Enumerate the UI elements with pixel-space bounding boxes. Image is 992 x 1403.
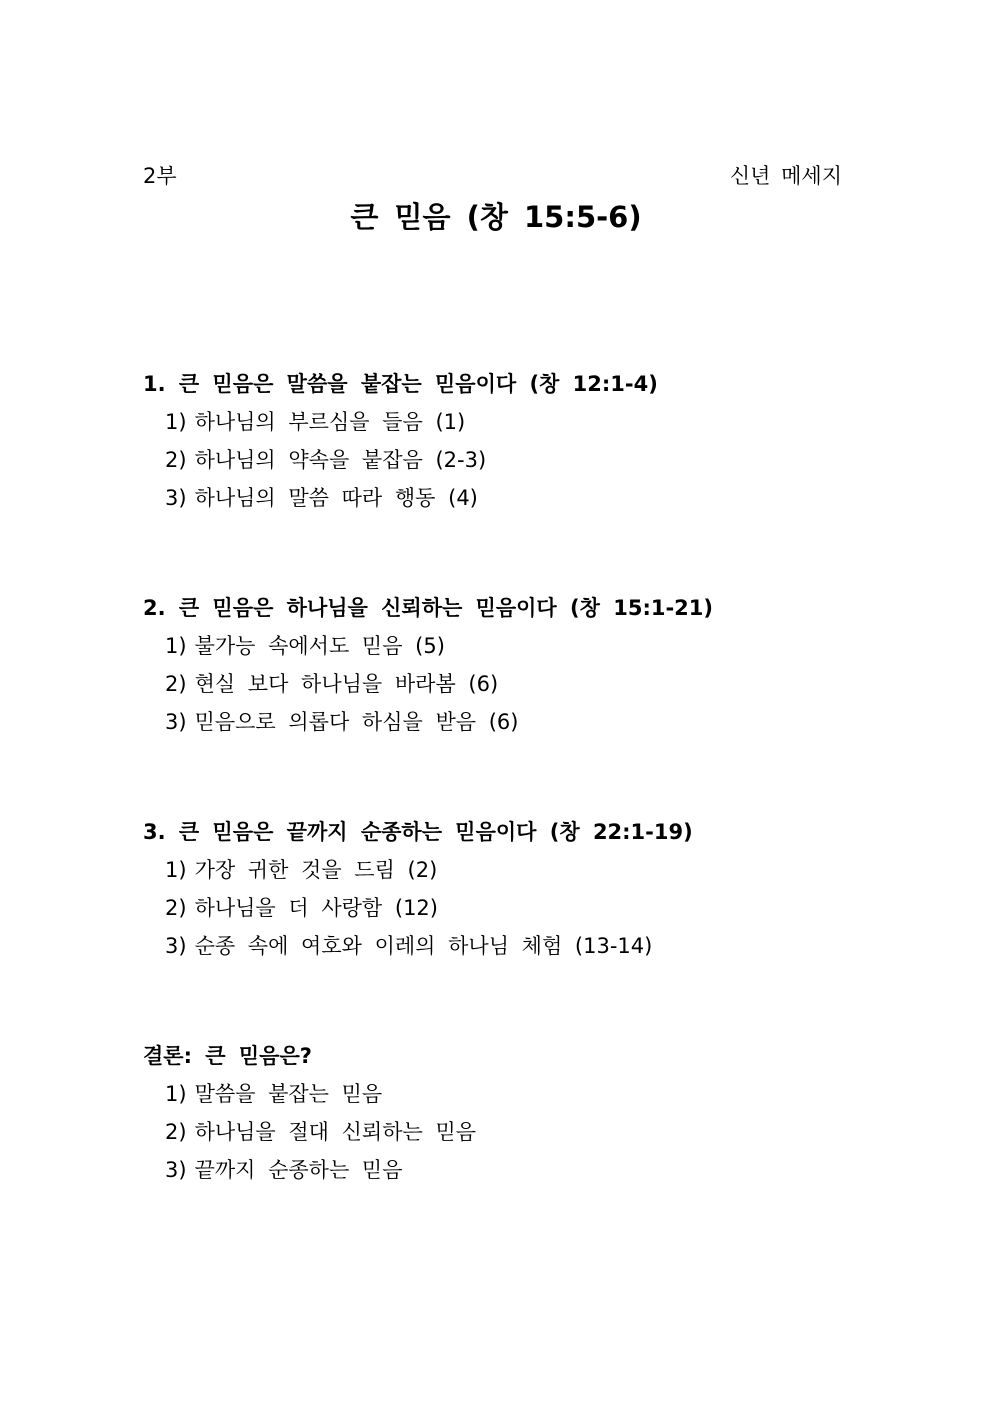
item-number: 3): [165, 1158, 187, 1182]
item-number: 1): [165, 634, 187, 658]
section-2: [143, 595, 863, 735]
item-number: 2): [165, 448, 187, 472]
item-text: 불가능 속에서도 믿음 (5): [194, 634, 445, 658]
item-text: 하나님의 말씀 따라 행동 (4): [194, 486, 478, 510]
section-1: [143, 371, 863, 511]
sermon-title: 큰 믿음 (창 15:5-6): [350, 200, 642, 234]
item-number: 1): [165, 410, 187, 434]
section-heading: 1. 큰 믿음은 말씀을 붙잡는 믿음이다 (창 12:1-4): [143, 372, 658, 396]
item-text: 끝까지 순종하는 믿음: [194, 1158, 403, 1182]
item-number: 2): [165, 1120, 187, 1144]
list-item: [165, 933, 863, 959]
list-item: [165, 485, 863, 511]
list-item: [165, 857, 863, 883]
list-item: [165, 709, 863, 735]
section-heading: 3. 큰 믿음은 끝까지 순종하는 믿음이다 (창 22:1-19): [143, 820, 693, 844]
item-number: 1): [165, 1082, 187, 1106]
section-items: [143, 409, 863, 511]
section-heading: 2. 큰 믿음은 하나님을 신뢰하는 믿음이다 (창 15:1-21): [143, 596, 713, 620]
list-item: [165, 1119, 863, 1145]
section-items: [143, 1081, 863, 1183]
item-text: 순종 속에 여호와 이레의 하나님 체험 (13-14): [194, 934, 653, 958]
item-text: 믿음으로 의롭다 하심을 받음 (6): [194, 710, 519, 734]
list-item: [165, 895, 863, 921]
item-text: 하나님을 더 사랑함 (12): [194, 896, 438, 920]
section-3: [143, 819, 863, 959]
section-items: [143, 857, 863, 959]
list-item: [165, 1157, 863, 1183]
item-number: 3): [165, 486, 187, 510]
section-heading: 결론: 큰 믿음은?: [143, 1044, 312, 1068]
item-number: 3): [165, 934, 187, 958]
item-text: 현실 보다 하나님을 바라봄 (6): [194, 672, 499, 696]
conclusion-section: [143, 1043, 863, 1183]
list-item: [165, 1081, 863, 1107]
section-items: [143, 633, 863, 735]
item-number: 2): [165, 896, 187, 920]
list-item: [165, 447, 863, 473]
list-item: [165, 633, 863, 659]
item-text: 하나님을 절대 신뢰하는 믿음: [194, 1120, 477, 1144]
sermon-series-label: 신년 메세지: [729, 164, 842, 188]
item-number: 3): [165, 710, 187, 734]
list-item: [165, 671, 863, 697]
list-item: [165, 409, 863, 435]
part-label: 2부: [143, 164, 177, 188]
item-text: 하나님의 약속을 붙잡음 (2-3): [194, 448, 487, 472]
item-number: 1): [165, 858, 187, 882]
item-text: 하나님의 부르심을 들음 (1): [194, 410, 466, 434]
item-text: 말씀을 붙잡는 믿음: [194, 1082, 383, 1106]
item-number: 2): [165, 672, 187, 696]
item-text: 가장 귀한 것을 드림 (2): [194, 858, 438, 882]
